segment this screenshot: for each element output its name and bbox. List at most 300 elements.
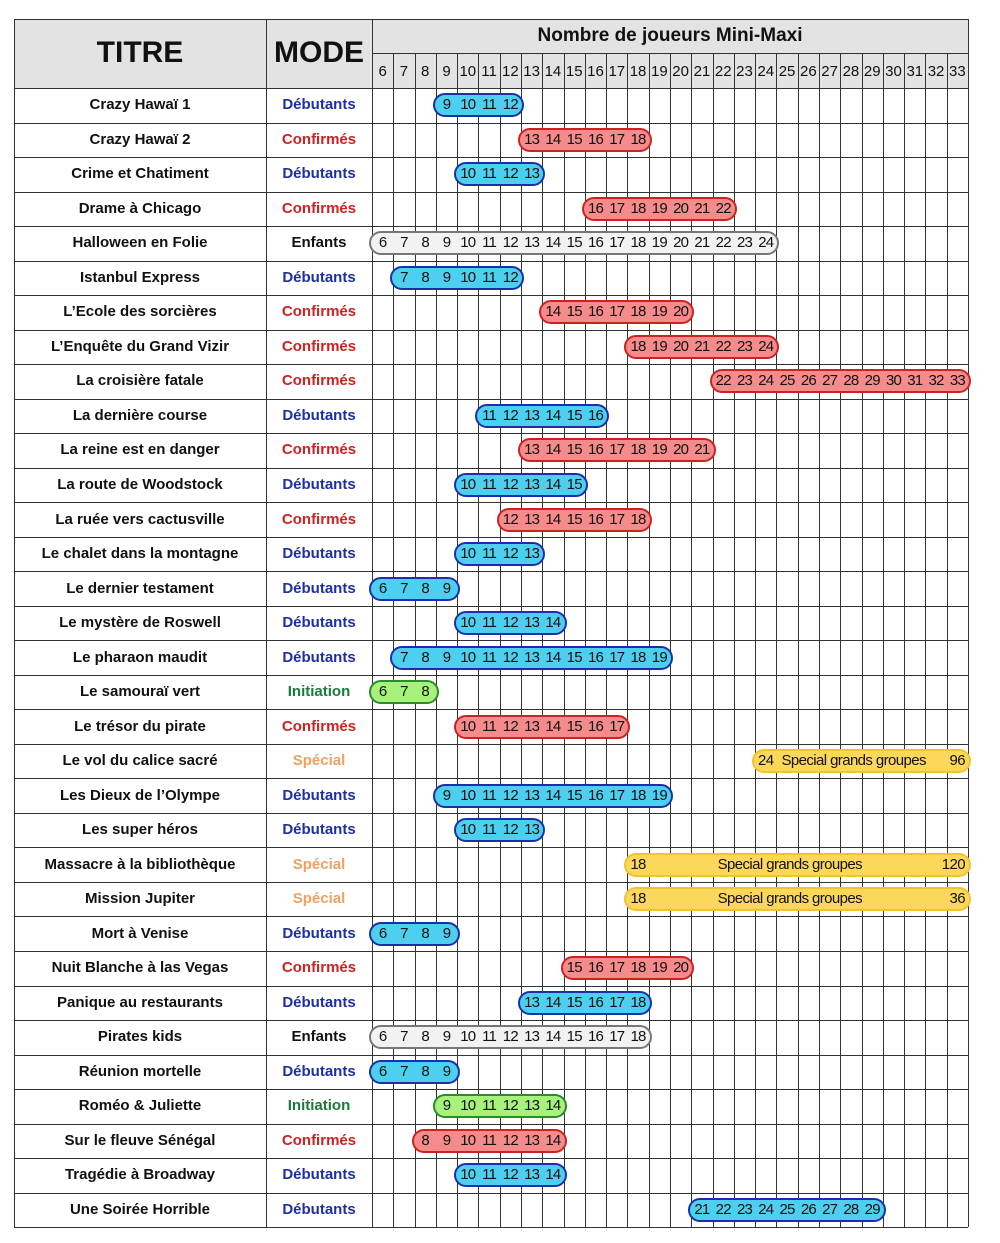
player-count: 16 bbox=[587, 406, 604, 424]
game-title: Drame à Chicago bbox=[78, 199, 202, 217]
player-count: 13 bbox=[524, 993, 540, 1011]
player-number-header: 17 bbox=[608, 63, 626, 80]
player-count: 15 bbox=[566, 717, 582, 735]
player-count: 7 bbox=[400, 579, 408, 597]
game-mode: Débutants bbox=[282, 648, 356, 666]
game-mode: Confirmés bbox=[281, 130, 357, 148]
player-count: 12 bbox=[502, 821, 518, 839]
player-count: 22 bbox=[715, 337, 731, 355]
special-label: Special grands groupes bbox=[717, 855, 863, 873]
grid-hline bbox=[14, 1020, 968, 1021]
grid-hline bbox=[14, 640, 968, 641]
player-count: 25 bbox=[779, 1200, 795, 1218]
game-mode: Débutants bbox=[282, 821, 356, 839]
player-count: 15 bbox=[566, 130, 582, 148]
player-count: 11 bbox=[482, 614, 497, 632]
player-count: 16 bbox=[587, 1028, 604, 1046]
player-count: 12 bbox=[502, 648, 518, 666]
game-mode: Enfants bbox=[291, 234, 347, 252]
player-count: 12 bbox=[502, 1028, 518, 1046]
player-count: 11 bbox=[482, 545, 497, 563]
grid-hline bbox=[14, 951, 968, 952]
player-count: 18 bbox=[630, 1028, 646, 1046]
player-count: 12 bbox=[502, 165, 518, 183]
player-count: 17 bbox=[609, 130, 625, 148]
player-count: 12 bbox=[502, 475, 518, 493]
player-count: 9 bbox=[442, 924, 451, 942]
player-count: 10 bbox=[460, 648, 476, 666]
player-count: 6 bbox=[378, 234, 387, 252]
special-min-players: 18 bbox=[630, 890, 646, 908]
grid-hline bbox=[14, 606, 968, 607]
game-title: Halloween en Folie bbox=[72, 234, 208, 252]
player-number-header: 33 bbox=[949, 63, 966, 80]
game-title: La dernière course bbox=[72, 406, 208, 424]
grid-hline bbox=[14, 675, 968, 676]
player-count: 23 bbox=[736, 1200, 753, 1218]
grid-hline bbox=[14, 399, 968, 400]
player-count: 15 bbox=[566, 441, 582, 459]
player-count: 14 bbox=[545, 717, 561, 735]
player-number-header: 31 bbox=[906, 63, 924, 80]
grid-hline bbox=[14, 88, 968, 89]
player-number-header: 24 bbox=[757, 63, 775, 80]
player-count: 11 bbox=[482, 96, 497, 114]
player-count: 10 bbox=[460, 96, 476, 114]
grid-hline bbox=[372, 53, 968, 54]
game-title: Massacre à la bibliothèque bbox=[44, 855, 236, 873]
special-label: Special grands groupes bbox=[717, 890, 863, 908]
player-count: 12 bbox=[502, 1097, 518, 1115]
player-count: 22 bbox=[715, 234, 731, 252]
game-title: Crime et Chatiment bbox=[71, 165, 209, 183]
player-number-header: 19 bbox=[651, 63, 668, 80]
player-count: 20 bbox=[673, 441, 689, 459]
player-count: 17 bbox=[609, 717, 625, 735]
player-count: 15 bbox=[566, 648, 582, 666]
game-title: La croisière fatale bbox=[76, 372, 204, 390]
player-count: 21 bbox=[694, 234, 710, 252]
player-count: 6 bbox=[378, 1028, 387, 1046]
player-count: 12 bbox=[502, 406, 518, 424]
player-count: 19 bbox=[651, 199, 667, 217]
game-title: Le pharaon maudit bbox=[72, 648, 208, 666]
player-count: 20 bbox=[673, 303, 689, 321]
player-count: 17 bbox=[609, 993, 625, 1011]
player-count: 17 bbox=[609, 648, 625, 666]
grid-hline bbox=[14, 1227, 968, 1228]
player-count: 16 bbox=[587, 130, 604, 148]
game-title: Mort à Venise bbox=[91, 924, 189, 942]
game-mode: Débutants bbox=[282, 268, 356, 286]
game-mode: Confirmés bbox=[281, 717, 357, 735]
player-count: 11 bbox=[482, 475, 497, 493]
player-count: 16 bbox=[587, 786, 604, 804]
game-mode: Débutants bbox=[282, 96, 356, 114]
player-count: 15 bbox=[566, 234, 582, 252]
player-count: 15 bbox=[566, 475, 582, 493]
game-title: Une Soirée Horrible bbox=[69, 1200, 211, 1218]
game-mode: Spécial bbox=[292, 890, 346, 908]
player-count: 25 bbox=[779, 372, 795, 390]
grid-hline bbox=[14, 261, 968, 262]
grid-hline bbox=[14, 744, 968, 745]
player-count: 7 bbox=[400, 683, 408, 701]
player-count: 15 bbox=[566, 993, 582, 1011]
player-count: 26 bbox=[800, 372, 816, 390]
grid-hline bbox=[14, 502, 968, 503]
player-count: 16 bbox=[587, 303, 604, 321]
game-title: Le chalet dans la montagne bbox=[41, 545, 239, 563]
player-count: 16 bbox=[587, 993, 604, 1011]
player-count: 13 bbox=[524, 406, 540, 424]
player-count: 27 bbox=[822, 1200, 838, 1218]
game-mode: Débutants bbox=[282, 165, 356, 183]
player-count: 14 bbox=[545, 1166, 561, 1184]
player-count: 7 bbox=[400, 1062, 408, 1080]
player-count: 7 bbox=[400, 268, 408, 286]
player-count: 8 bbox=[421, 648, 429, 666]
game-mode: Débutants bbox=[282, 614, 356, 632]
player-count: 13 bbox=[524, 786, 540, 804]
player-count: 10 bbox=[460, 1131, 476, 1149]
player-number-header: 30 bbox=[885, 63, 902, 80]
player-count: 18 bbox=[630, 303, 646, 321]
player-count: 10 bbox=[460, 1166, 476, 1184]
grid-hline bbox=[14, 1193, 968, 1194]
player-count: 21 bbox=[694, 441, 710, 459]
game-mode: Débutants bbox=[282, 993, 356, 1011]
player-count: 8 bbox=[421, 268, 429, 286]
player-count: 9 bbox=[442, 648, 451, 666]
player-count: 8 bbox=[421, 579, 429, 597]
game-mode: Initiation bbox=[287, 1097, 351, 1115]
player-count: 7 bbox=[400, 1028, 408, 1046]
player-count: 7 bbox=[400, 234, 408, 252]
player-count: 13 bbox=[524, 545, 540, 563]
player-count: 22 bbox=[715, 372, 731, 390]
grid-hline bbox=[14, 157, 968, 158]
game-mode: Confirmés bbox=[281, 510, 357, 528]
player-count: 30 bbox=[885, 372, 902, 390]
game-mode: Débutants bbox=[282, 406, 356, 424]
grid-hline bbox=[14, 709, 968, 710]
player-count: 10 bbox=[460, 1028, 476, 1046]
player-count: 8 bbox=[421, 234, 429, 252]
grid-hline bbox=[14, 1158, 968, 1159]
player-number-header: 32 bbox=[927, 63, 945, 80]
player-count: 18 bbox=[630, 959, 646, 977]
grid-hline bbox=[14, 1055, 968, 1056]
game-mode: Confirmés bbox=[281, 372, 357, 390]
game-mode: Débutants bbox=[282, 475, 356, 493]
grid-hline bbox=[14, 882, 968, 883]
grid-hline bbox=[14, 192, 968, 193]
player-count: 10 bbox=[460, 614, 476, 632]
player-count: 10 bbox=[460, 268, 476, 286]
game-mode: Débutants bbox=[282, 1062, 356, 1080]
player-count: 9 bbox=[442, 1097, 451, 1115]
player-count: 24 bbox=[758, 234, 774, 252]
player-count: 18 bbox=[630, 441, 646, 459]
player-count: 11 bbox=[482, 165, 497, 183]
player-count: 19 bbox=[651, 648, 667, 666]
player-count: 16 bbox=[587, 234, 604, 252]
player-count: 24 bbox=[758, 372, 774, 390]
player-count: 18 bbox=[630, 786, 646, 804]
player-count: 14 bbox=[545, 1097, 561, 1115]
player-count: 10 bbox=[460, 475, 476, 493]
player-count: 18 bbox=[630, 199, 646, 217]
game-title: Le vol du calice sacré bbox=[62, 752, 218, 770]
player-count: 12 bbox=[502, 717, 518, 735]
player-count: 6 bbox=[378, 1062, 387, 1080]
special-max-players: 120 bbox=[941, 855, 965, 873]
game-mode: Débutants bbox=[282, 786, 356, 804]
player-count: 16 bbox=[587, 441, 604, 459]
game-mode: Confirmés bbox=[281, 303, 357, 321]
game-title: La reine est en danger bbox=[60, 441, 220, 459]
player-count: 15 bbox=[566, 510, 582, 528]
grid-hline bbox=[14, 813, 968, 814]
player-count: 19 bbox=[651, 786, 667, 804]
grid-hline bbox=[14, 1124, 968, 1125]
player-count: 10 bbox=[460, 234, 476, 252]
game-mode: Confirmés bbox=[281, 441, 357, 459]
player-count: 17 bbox=[609, 786, 625, 804]
game-mode: Initiation bbox=[287, 683, 351, 701]
player-count: 23 bbox=[736, 372, 753, 390]
player-count: 21 bbox=[694, 1200, 710, 1218]
player-count: 20 bbox=[673, 959, 689, 977]
grid-vline bbox=[968, 19, 969, 1227]
game-title: Le trésor du pirate bbox=[74, 717, 206, 735]
player-count: 15 bbox=[566, 786, 582, 804]
player-count: 13 bbox=[524, 614, 540, 632]
player-count: 9 bbox=[442, 268, 451, 286]
special-min-players: 18 bbox=[630, 855, 646, 873]
player-count: 13 bbox=[524, 441, 540, 459]
player-count: 11 bbox=[482, 234, 497, 252]
game-title: Réunion mortelle bbox=[78, 1062, 202, 1080]
player-number-header: 23 bbox=[736, 63, 753, 80]
player-count: 18 bbox=[630, 337, 646, 355]
player-count: 17 bbox=[609, 959, 625, 977]
player-count: 20 bbox=[673, 234, 689, 252]
player-count: 26 bbox=[800, 1200, 816, 1218]
player-count: 9 bbox=[442, 234, 451, 252]
player-count: 9 bbox=[442, 1131, 451, 1149]
grid-hline bbox=[14, 537, 968, 538]
game-title: Crazy Hawaï 1 bbox=[89, 96, 191, 114]
player-count: 13 bbox=[524, 1028, 540, 1046]
player-count: 15 bbox=[566, 959, 582, 977]
player-count: 14 bbox=[545, 234, 561, 252]
player-count: 23 bbox=[736, 337, 753, 355]
player-count: 11 bbox=[482, 1166, 497, 1184]
player-count: 17 bbox=[609, 510, 625, 528]
game-mode: Débutants bbox=[282, 545, 356, 563]
player-count: 29 bbox=[864, 1200, 880, 1218]
special-max-players: 36 bbox=[949, 890, 965, 908]
player-count: 17 bbox=[609, 303, 625, 321]
title-column-header: TITRE bbox=[96, 36, 184, 69]
player-number-header: 14 bbox=[544, 63, 562, 80]
player-count: 14 bbox=[545, 510, 561, 528]
player-count: 21 bbox=[694, 199, 710, 217]
player-count: 12 bbox=[502, 96, 518, 114]
game-title: Roméo & Juliette bbox=[78, 1097, 202, 1115]
player-number-header: 10 bbox=[459, 63, 477, 80]
player-number-header: 25 bbox=[778, 63, 796, 80]
grid-hline bbox=[14, 847, 968, 848]
player-count: 12 bbox=[502, 1166, 518, 1184]
player-count: 33 bbox=[949, 372, 965, 390]
player-count: 28 bbox=[843, 372, 859, 390]
game-mode: Spécial bbox=[292, 855, 346, 873]
mode-column-header: MODE bbox=[274, 36, 364, 69]
game-mode: Confirmés bbox=[281, 199, 357, 217]
player-count: 18 bbox=[630, 510, 646, 528]
player-count: 28 bbox=[843, 1200, 859, 1218]
player-count: 17 bbox=[609, 1028, 625, 1046]
player-count: 10 bbox=[460, 821, 476, 839]
player-count: 12 bbox=[502, 268, 518, 286]
player-count: 19 bbox=[651, 303, 667, 321]
player-count: 13 bbox=[524, 475, 540, 493]
player-count: 16 bbox=[587, 959, 604, 977]
player-count: 14 bbox=[545, 130, 561, 148]
player-count: 13 bbox=[524, 1166, 540, 1184]
player-count: 10 bbox=[460, 786, 476, 804]
player-count: 11 bbox=[482, 1028, 497, 1046]
special-max-players: 96 bbox=[949, 752, 965, 770]
player-number-header: 12 bbox=[502, 63, 519, 80]
player-count: 15 bbox=[566, 303, 582, 321]
game-title: Panique au restaurants bbox=[57, 993, 223, 1011]
player-count: 12 bbox=[502, 614, 518, 632]
player-count: 11 bbox=[482, 1131, 497, 1149]
grid-hline bbox=[14, 123, 968, 124]
player-count: 18 bbox=[630, 234, 646, 252]
player-count: 13 bbox=[524, 648, 540, 666]
player-count: 14 bbox=[545, 786, 561, 804]
player-count: 12 bbox=[502, 545, 518, 563]
player-count: 7 bbox=[400, 648, 408, 666]
player-number-header: 28 bbox=[842, 63, 860, 80]
game-title: Le samouraï vert bbox=[79, 683, 201, 701]
player-count: 13 bbox=[524, 234, 540, 252]
player-count: 14 bbox=[545, 993, 561, 1011]
game-mode: Débutants bbox=[282, 579, 356, 597]
player-count: 10 bbox=[460, 717, 476, 735]
grid-hline bbox=[14, 295, 968, 296]
player-count: 22 bbox=[715, 199, 731, 217]
player-count: 23 bbox=[736, 234, 753, 252]
game-title: Tragédie à Broadway bbox=[64, 1166, 216, 1184]
grid-hline bbox=[14, 1089, 968, 1090]
grid-hline bbox=[14, 916, 968, 917]
game-title: L’Ecole des sorcières bbox=[63, 303, 217, 321]
game-title: Nuit Blanche à las Vegas bbox=[51, 959, 229, 977]
player-count: 11 bbox=[482, 406, 497, 424]
player-number-header: 11 bbox=[481, 63, 497, 80]
game-title: Crazy Hawaï 2 bbox=[89, 130, 191, 148]
player-number-header: 18 bbox=[629, 63, 647, 80]
player-count: 16 bbox=[587, 717, 604, 735]
player-count: 29 bbox=[864, 372, 880, 390]
player-count: 9 bbox=[442, 96, 451, 114]
player-count: 18 bbox=[630, 648, 646, 666]
player-count: 10 bbox=[460, 1097, 476, 1115]
grid-hline bbox=[14, 986, 968, 987]
player-count: 15 bbox=[566, 1028, 582, 1046]
player-count: 13 bbox=[524, 1131, 540, 1149]
game-mode: Spécial bbox=[292, 752, 346, 770]
player-number-header: 8 bbox=[421, 63, 430, 80]
player-count: 8 bbox=[421, 683, 429, 701]
player-count: 18 bbox=[630, 993, 646, 1011]
player-count: 20 bbox=[673, 199, 689, 217]
game-title: Les Dieux de l’Olympe bbox=[59, 786, 221, 804]
game-title: Mission Jupiter bbox=[84, 890, 196, 908]
player-count: 14 bbox=[545, 441, 561, 459]
player-count: 32 bbox=[928, 372, 944, 390]
player-count: 13 bbox=[524, 130, 540, 148]
player-number-header: 9 bbox=[442, 63, 451, 80]
player-count: 9 bbox=[442, 1028, 451, 1046]
player-count: 11 bbox=[482, 648, 497, 666]
player-count: 11 bbox=[482, 786, 497, 804]
player-count: 9 bbox=[442, 579, 451, 597]
game-mode: Enfants bbox=[291, 1028, 347, 1046]
game-title: La ruée vers cactusville bbox=[55, 510, 225, 528]
player-count: 14 bbox=[545, 614, 561, 632]
player-number-header: 6 bbox=[378, 63, 387, 80]
player-count: 6 bbox=[378, 924, 387, 942]
player-number-header: 13 bbox=[523, 63, 540, 80]
player-count: 21 bbox=[694, 337, 710, 355]
grid-hline bbox=[14, 330, 968, 331]
player-count: 13 bbox=[524, 510, 540, 528]
player-count: 11 bbox=[482, 268, 497, 286]
game-title: Sur le fleuve Sénégal bbox=[64, 1131, 216, 1149]
player-number-header: 20 bbox=[672, 63, 689, 80]
game-title: La route de Woodstock bbox=[57, 475, 223, 493]
player-count: 6 bbox=[378, 683, 387, 701]
game-title: Pirates kids bbox=[97, 1028, 183, 1046]
player-count: 12 bbox=[502, 1131, 518, 1149]
player-count: 12 bbox=[502, 786, 518, 804]
game-mode: Confirmés bbox=[281, 1131, 357, 1149]
player-count: 14 bbox=[545, 475, 561, 493]
game-mode: Débutants bbox=[282, 1200, 356, 1218]
player-number-header: 26 bbox=[800, 63, 817, 80]
game-title: Le mystère de Roswell bbox=[59, 614, 221, 632]
grid-hline bbox=[14, 226, 968, 227]
player-count: 8 bbox=[421, 1062, 429, 1080]
player-number-header: 7 bbox=[399, 63, 409, 80]
game-title: Istanbul Express bbox=[79, 268, 201, 286]
player-count: 17 bbox=[609, 441, 625, 459]
game-title: Les super héros bbox=[82, 821, 198, 839]
special-min-players: 24 bbox=[758, 752, 774, 770]
player-count: 8 bbox=[421, 924, 429, 942]
player-count: 16 bbox=[587, 510, 604, 528]
player-count: 9 bbox=[442, 1062, 451, 1080]
player-count: 20 bbox=[673, 337, 689, 355]
player-count: 17 bbox=[609, 199, 625, 217]
